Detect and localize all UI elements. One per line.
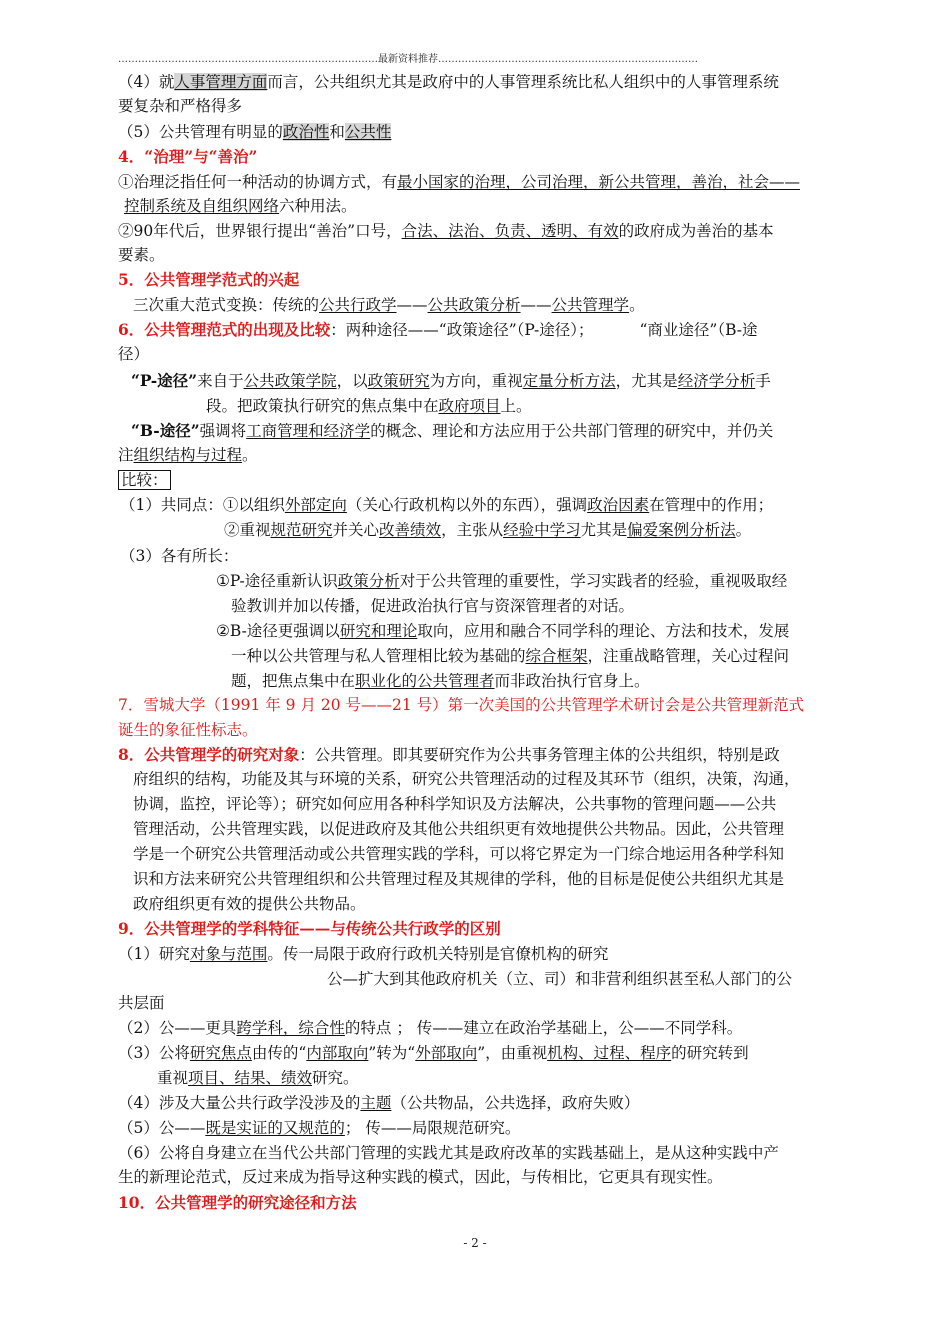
underlined-term: 研究焦点: [189, 1044, 252, 1062]
underlined-term: 主题: [360, 1094, 392, 1112]
text-line: ①治理泛指任何一种活动的协调方式，有最小国家的治理，公司治理，新公共管理，善治，社会——: [118, 173, 801, 191]
comparison-label: 比较：: [118, 469, 171, 491]
text-line: 识和方法来研究公共管理组织和公共管理过程及其规律的学科，他的目标是促使公共组织尤其是: [133, 870, 785, 888]
text-line: （4）涉及大量公共行政学没涉及的主题（公共物品，公共选择，政府失败）: [118, 1094, 640, 1112]
underlined-term: 合法、法治、负责、透明、有效: [401, 222, 619, 240]
text-line: 学是一个研究公共管理活动或公共管理实践的学科，可以将它界定为一门综合地运用各种学科知: [133, 845, 785, 863]
text-line: （5）公共管理有明显的政治性和公共性: [118, 123, 392, 141]
underlined-term: 既是实证的又规范的: [205, 1119, 345, 1137]
text-line: 三次重大范式变换：传统的公共行政学——公共政策分析——公共管理学。: [133, 296, 645, 314]
section-heading: 4．“治理”与“善治”: [118, 147, 258, 166]
section-heading: 7．雪城大学（1991 年 9 月 20 号——21 号）第一次美国的公共管理学术研讨会是公共管理新范式: [118, 696, 805, 714]
section-heading: 6．公共管理范式的出现及比较: [118, 320, 331, 339]
text-line: 一种以公共管理与私人管理相比较为基础的综合框架，注重战略管理，关心过程问: [231, 647, 790, 665]
underlined-term: 组织结构与过程: [133, 446, 243, 464]
text-line: 径）: [118, 345, 150, 363]
text-line: 公—扩大到其他政府机关（立、司）和非营利组织甚至私人部门的公: [327, 970, 793, 988]
underlined-term: 职业化的公共管理者: [355, 672, 495, 690]
underlined-term: 公共政策学院: [243, 372, 337, 390]
text-line: 生的新理论范式，反过来成为指导这种实践的模式，因此，与传相比，它更具有现实性。: [118, 1168, 723, 1186]
text-line: 6．公共管理范式的出现及比较：两种途径——“政策途径”（P-途径）； “商业途径”（B-途: [118, 320, 758, 339]
underlined-term: 工商管理和经济学: [246, 422, 371, 440]
underlined-term: 人事管理方面: [174, 73, 268, 91]
section-heading: 8．公共管理学的研究对象: [118, 745, 300, 764]
text-line: 重视项目、结果、绩效研究。: [157, 1069, 359, 1087]
text-line: （1）研究对象与范围。传一局限于政府行政机关特别是官僚机构的研究: [118, 945, 609, 963]
underlined-term: 机构、过程、程序: [547, 1044, 672, 1062]
underlined-term: 公共政策分析: [427, 296, 521, 314]
text-line: ②90年代后，世界银行提出“善治”口号，合法、法治、负责、透明、有效的政府成为善治的基本: [118, 222, 774, 240]
underlined-term: 外部取向: [415, 1044, 478, 1062]
underlined-term: 外部定向: [284, 496, 347, 514]
text-line: 要复杂和严格得多: [118, 97, 243, 115]
text-line: 府组织的结构，功能及其与环境的关系，研究公共管理活动的过程及其环节（组织，决策，沟通，: [133, 770, 800, 788]
text-line: （4）就人事管理方面而言，公共组织尤其是政府中的人事管理系统比私人组织中的人事管理系统: [118, 73, 779, 91]
underlined-term: 偏爱案例分析法: [627, 521, 736, 539]
underlined-term: 政治因素: [587, 496, 650, 514]
underlined-term: 跨学科，综合性: [236, 1019, 345, 1037]
text-line: “P-途径”来自于公共政策学院，以政策研究为方向，重视定量分析方法，尤其是经济学分析手: [131, 371, 771, 390]
text-line: （6）公将自身建立在当代公共部门管理的实践尤其是政府改革的实践基础上，是从这种实践中产: [118, 1144, 779, 1162]
section-heading: 10．公共管理学的研究途径和方法: [118, 1193, 357, 1212]
underlined-term: 经济学分析: [677, 372, 756, 390]
underlined-term: 公共行政学: [319, 296, 397, 314]
underlined-term: 公共管理学: [551, 296, 630, 314]
underlined-term: 综合框架: [525, 647, 588, 665]
header-label: 最新资料推荐: [378, 54, 438, 65]
underlined-term: 政府项目: [438, 397, 501, 415]
text-line: 题，把焦点集中在职业化的公共管理者而非政治执行官身上。: [231, 672, 650, 690]
underlined-term: 政策分析: [337, 572, 400, 590]
underlined-term: 经验中学习: [503, 521, 581, 539]
text-line: （1）共同点：①以组织外部定向（关心行政机构以外的东西），强调政治因素在管理中的作用；: [120, 496, 774, 514]
text-line: 验教训并加以传播，促进政治执行官与资深管理者的对话。: [231, 597, 635, 615]
underlined-term: 最小国家的治理，公司治理，新公共管理，善治，社会——: [397, 173, 801, 191]
underlined-term: 对象与范围: [189, 945, 268, 963]
text-line: 注组织结构与过程。: [118, 446, 258, 464]
text-line: 管理活动，公共管理实践，以促进政府及其他公共组织更有效地提供公共物品。因此，公共管理: [133, 820, 785, 838]
underlined-term: 内部取向: [306, 1044, 369, 1062]
text-line: 要素。: [118, 246, 165, 264]
text-line: ②重视规范研究并关心改善绩效，主张从经验中学习尤其是偏爱案例分析法。: [224, 521, 752, 539]
text-line: （3）公将研究焦点由传的“内部取向”转为“外部取向”，由重视机构、过程、程序的研究转到: [118, 1044, 749, 1062]
text-line: ②B-途径更强调以研究和理论取向，应用和融合不同学科的理论、方法和技术，发展: [216, 622, 790, 640]
text-line: 诞生的象征性标志。: [118, 721, 258, 739]
running-header: ……………………………………………………………………最新资料推荐……………………………………………………………………: [118, 54, 698, 65]
underlined-term: 改善绩效: [379, 521, 442, 539]
text-line: （3）各有所长：: [120, 547, 239, 565]
text-line: 控制系统及自组织网络六种用法。: [124, 197, 357, 215]
underlined-term: 项目、结果、绩效: [188, 1069, 313, 1087]
underlined-term: 控制系统及自组织网络: [124, 197, 280, 215]
text-line: 协调，监控，评论等）；研究如何应用各种科学知识及方法解决，公共事物的管理问题——公共: [133, 795, 777, 813]
underlined-term: 政策研究: [367, 372, 430, 390]
section-heading: 5．公共管理学范式的兴起: [118, 270, 300, 289]
text-line: ①P-途径重新认识政策分析对于公共管理的重要性，学习实践者的经验，重视吸取经: [216, 572, 788, 590]
underlined-term: 定量分析方法: [522, 372, 616, 390]
text-line: 8．公共管理学的研究对象：公共管理。即其要研究作为公共事务管理主体的公共组织，特别是政: [118, 745, 780, 764]
underlined-term: 政治性: [282, 123, 330, 141]
text-line: （5）公——既是实证的又规范的； 传——局限规范研究。: [118, 1119, 521, 1137]
underlined-term: 规范研究: [270, 521, 333, 539]
underlined-term: 研究和理论: [339, 622, 418, 640]
text-line: 段。把政策执行研究的焦点集中在政府项目上。: [206, 397, 532, 415]
underlined-term: 公共性: [344, 123, 392, 141]
section-heading: 9．公共管理学的学科特征——与传统公共行政学的区别: [118, 919, 501, 938]
text-line: 共层面: [118, 994, 165, 1012]
page-number: - 2 -: [463, 1236, 487, 1250]
text-line: 政府组织更有效的提供公共物品。: [133, 895, 366, 913]
text-line: （2）公——更具跨学科，综合性的特点 ； 传——建立在政治学基础上，公——不同学科。: [118, 1019, 743, 1037]
text-line: “B-途径”强调将工商管理和经济学的概念、理论和方法应用于公共部门管理的研究中，并仍关: [131, 421, 774, 440]
